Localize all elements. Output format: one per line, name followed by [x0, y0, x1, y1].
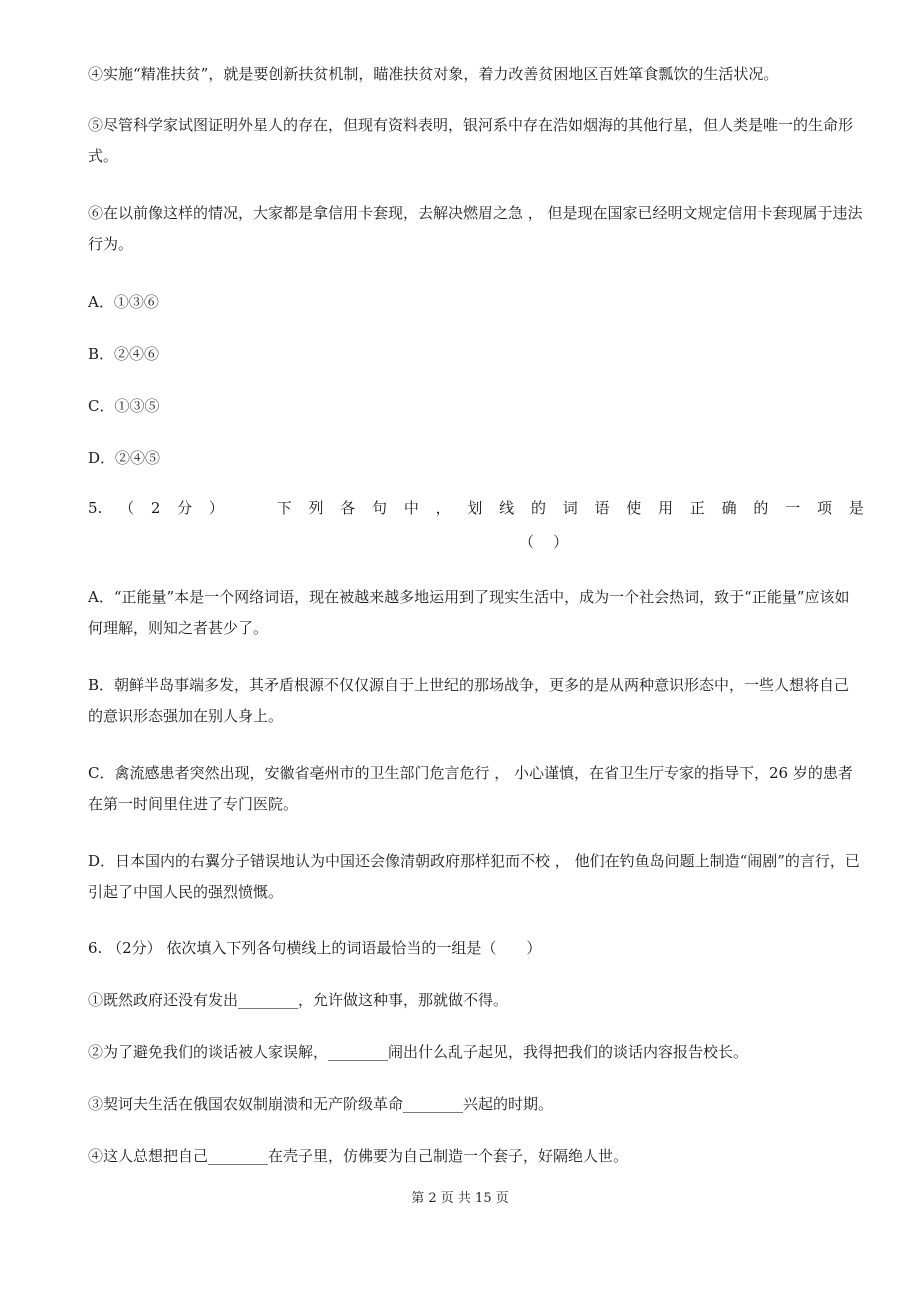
q5-answer-paren: （ ） [519, 533, 569, 551]
statement-6: ⑥在以前像这样的情况，大家都是拿信用卡套现，去解决燃眉之急 ， 但是现在国家已经明文规定信用卡套现属于违法行为。 [88, 204, 863, 253]
q5-stem-char: 使 [626, 499, 642, 517]
q5-stem-char: 线 [499, 499, 515, 517]
q5-stem-char: 是 [848, 499, 864, 517]
q5-stem-char: 下 [276, 499, 292, 517]
q4-option-c: C．①③⑤ [88, 397, 160, 415]
q4-option-a: A．①③⑥ [88, 293, 159, 311]
q5-stem-char: 语 [594, 499, 610, 517]
q5-stem-char: 的 [530, 499, 546, 517]
q5-stem-char: ， [435, 499, 451, 517]
q5-stem-char: 用 [658, 499, 674, 517]
statement-4: ④实施“精准扶贫”，就是要创新扶贫机制，瞄准扶贫对象，着力改善贫困地区百姓箪食瓢饮的生活状况。 [88, 65, 779, 83]
q5-stem-char: 一 [785, 499, 801, 517]
q5-option-d: D．日本国内的右翼分子错误地认为中国还会像清朝政府那样犯而不校 ， 他们在钓鱼岛问题上制造“闹剧”的言行，已引起了中国人民的强烈愤慨。 [88, 852, 860, 901]
statement-5: ⑤尽管科学家试图证明外星人的存在，但现有资料表明，银河系中存在浩如烟海的其他行星，但人类是唯一的生命形式。 [88, 116, 854, 165]
q5-stem-char: 中 [403, 499, 419, 517]
q5-stem [88, 498, 864, 518]
q5-number: 5. [88, 499, 103, 517]
q5-stem-char: 各 [340, 499, 356, 517]
q6-item-1: ①既然政府还没有发出________，允许做这种事，那就做不得。 [88, 991, 509, 1009]
q5-option-b: B．朝鲜半岛事端多发，其矛盾根源不仅仅源自于上世纪的那场战争，更多的是从两种意识形态中，一些人想将自己的意识形态强加在别人身上。 [88, 676, 850, 725]
q5-stem-char: 划 [467, 499, 483, 517]
page-footer: 第 2 页 共 15 页 [411, 1191, 509, 1206]
q4-option-d: D．②④⑤ [88, 449, 161, 467]
q5-stem-char: 项 [816, 499, 832, 517]
q5-stem-char: 词 [562, 499, 578, 517]
q6-item-3: ③契诃夫生活在俄国农奴制崩溃和无产阶级革命________兴起的时期。 [88, 1095, 554, 1113]
q6-stem: 6. （2分） 依次填入下列各句横线上的词语最恰当的一组是（ ） [88, 939, 542, 957]
q5-option-c: C．禽流感患者突然出现，安徽省亳州市的卫生部门危言危行 ， 小心谨慎，在省卫生厅专家的指导下，26 岁的患者在第一时间里住进了专门医院。 [88, 764, 853, 813]
q5-stem-char: 正 [689, 499, 705, 517]
q5-stem-char: 的 [753, 499, 769, 517]
q5-option-a: A．“正能量”本是一个网络词语，现在被越来越多地运用到了现实生活中，成为一个社会热词，致于“正能量”应该如何理解，则知之者甚少了。 [88, 588, 850, 637]
q5-score: （ 2 分 ） [119, 499, 230, 517]
q4-option-b: B．②④⑥ [88, 345, 160, 363]
q6-item-2: ②为了避免我们的谈话被人家误解，________闹出什么乱子起见，我得把我们的谈话内容报告校长。 [88, 1043, 749, 1061]
q6-item-4: ④这人总想把自己________在壳子里，仿佛要为自己制造一个套子，好隔绝人世。 [88, 1147, 629, 1165]
q5-stem-char: 句 [372, 499, 388, 517]
q5-stem-char: 确 [721, 499, 737, 517]
q5-stem-char: 列 [308, 499, 324, 517]
